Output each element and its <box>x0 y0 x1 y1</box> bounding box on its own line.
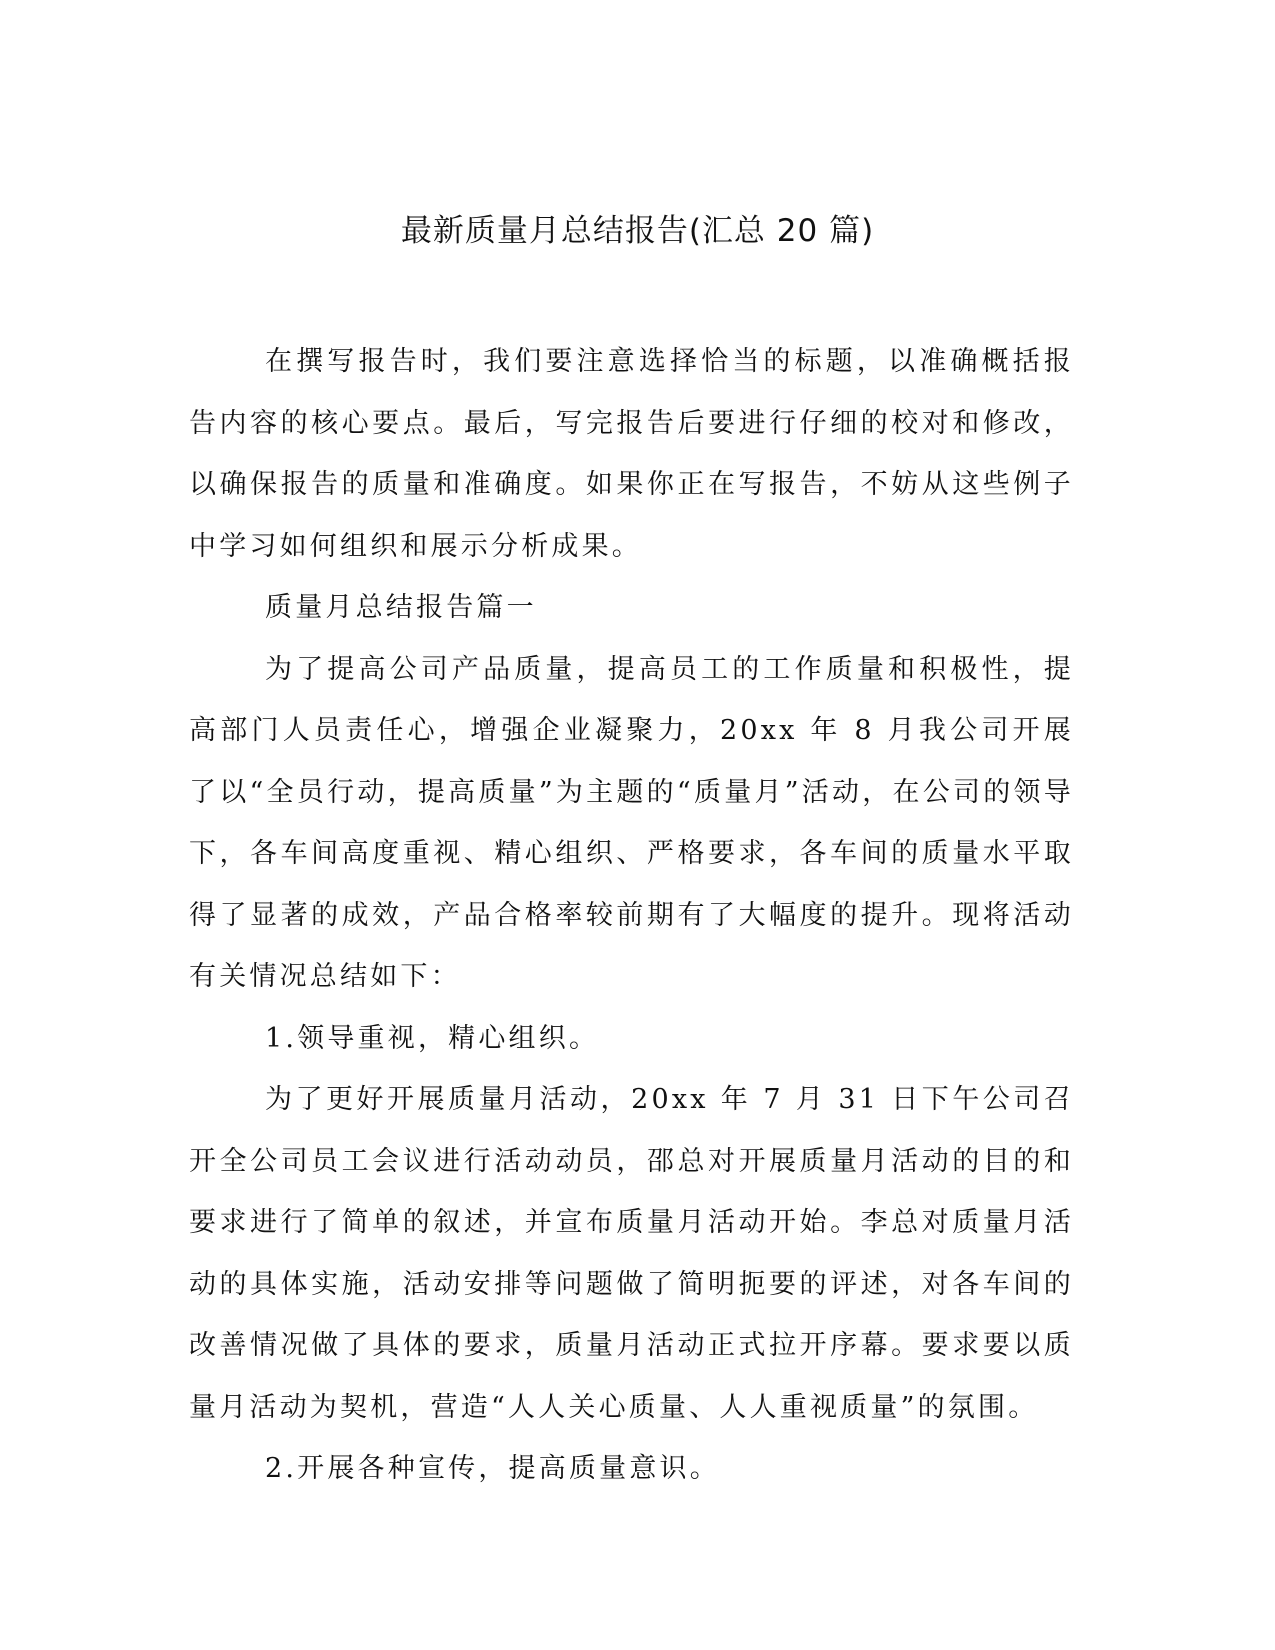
body-paragraph: 为了更好开展质量月活动，20xx 年 7 月 31 日下午公司召开全公司员工会议进行活动动员，邵总对开展质量月活动的目的和要求进行了简单的叙述，并宣布质量月活动开始。李总对质量月活动的具体实施，活动安排等问题做了简明扼要的评述，对各车间的改善情况做了具体的要求，质量月活动正式拉开序幕。要求要以质量月活动为契机，营造“人人关心质量、人人重视质量”的氛围。 <box>189 1084 1074 1423</box>
numbered-heading-1: 1.领导重视，精心组织。 <box>265 1022 600 1054</box>
intro-paragraph: 在撰写报告时，我们要注意选择恰当的标题，以准确概括报告内容的核心要点。最后，写完报告后要进行仔细的校对和修改，以确保报告的质量和准确度。如果你正在写报告，不妨从这些例子中学习如何组织和展示分析成果。 <box>189 346 1074 562</box>
numbered-heading-2: 2.开展各种宣传，提高质量意识。 <box>265 1453 720 1484</box>
document-title: 最新质量月总结报告(汇总 20 篇) <box>400 213 875 249</box>
body-paragraph: 为了提高公司产品质量，提高员工的工作质量和积极性，提高部门人员责任心，增强企业凝聚力，20xx 年 8 月我公司开展了以“全员行动，提高质量”为主题的“质量月”活动，在公司的领导下，各车间高度重视、精心组织、严格要求，各车间的质量水平取得了显著的成效，产品合格率较前期有了大幅度的提升。现将活动有关情况总结如下： <box>189 653 1074 992</box>
section-heading-part-one: 质量月总结报告篇一 <box>265 592 537 623</box>
document-body <box>189 331 1074 1500</box>
